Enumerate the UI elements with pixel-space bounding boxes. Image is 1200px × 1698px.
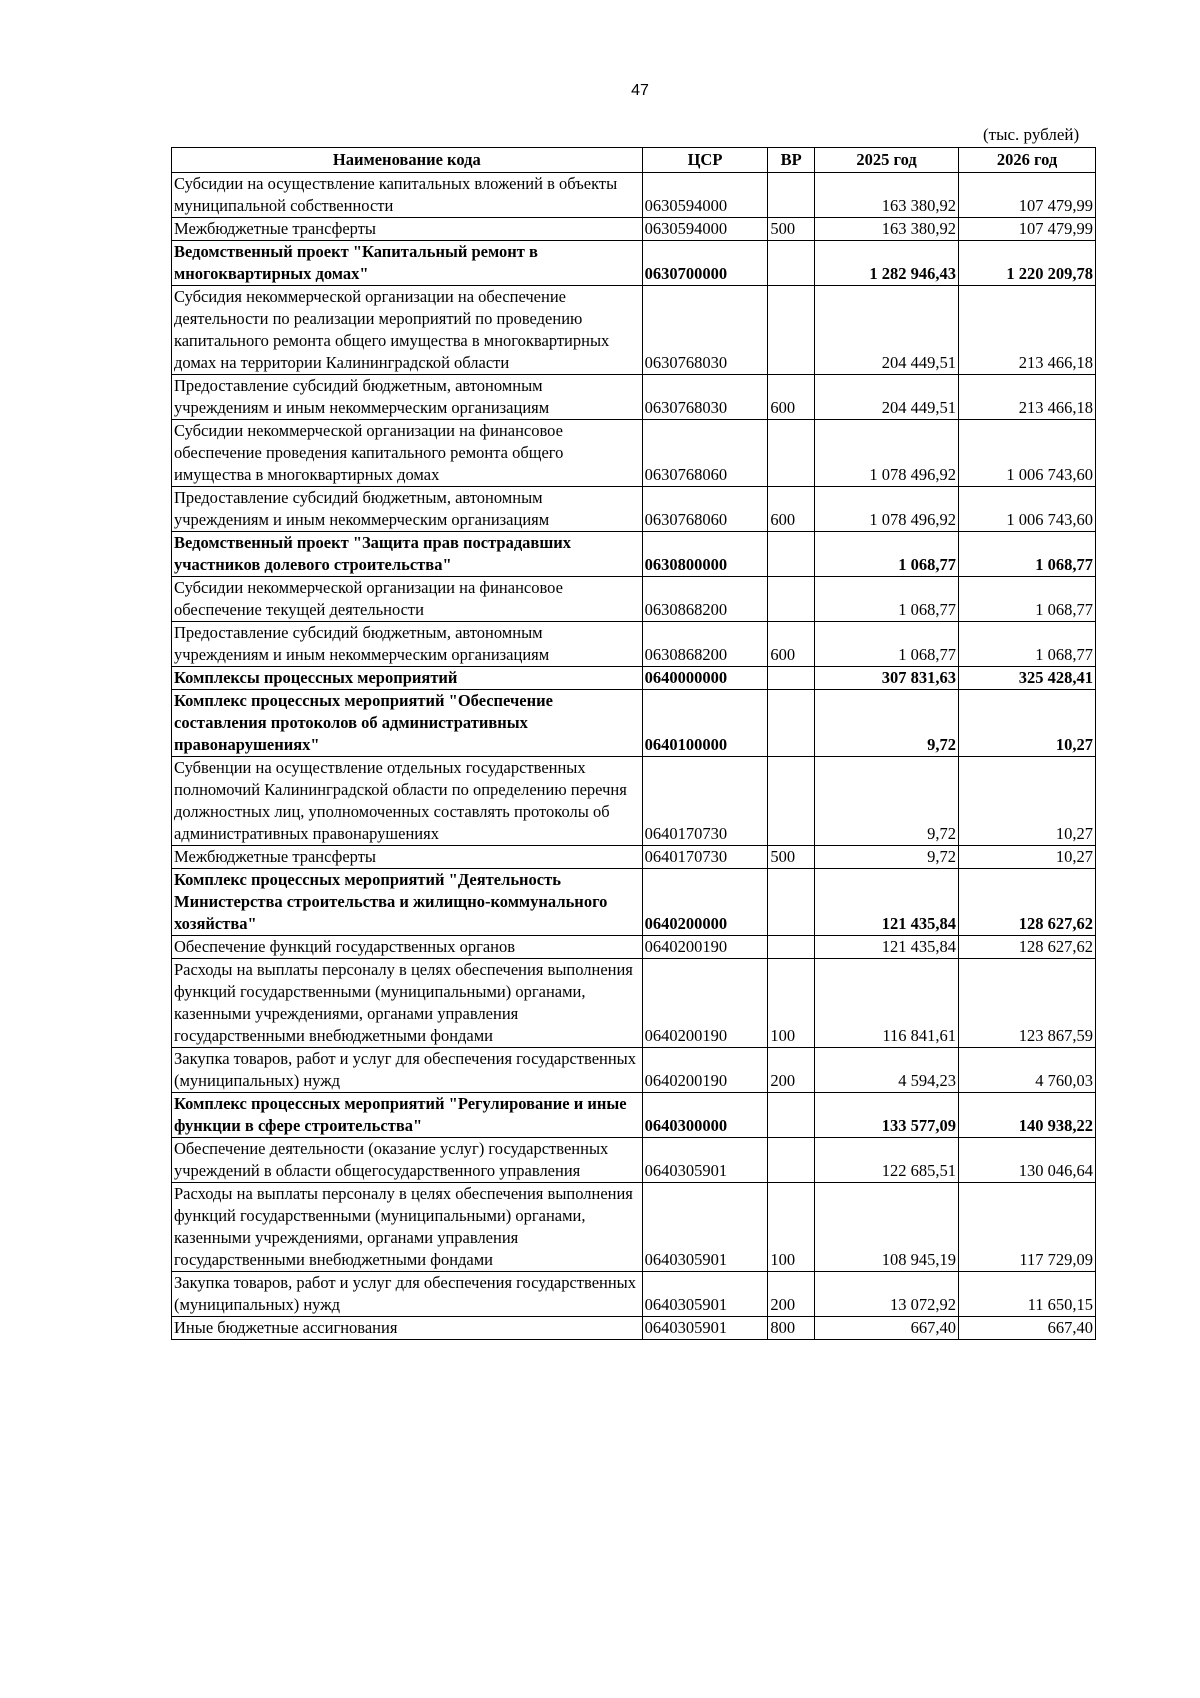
row-csr-cell: 0630768060 bbox=[642, 487, 768, 532]
table-row bbox=[172, 577, 1096, 622]
row-vr-cell bbox=[768, 420, 815, 487]
row-name-cell: Ведомственный проект "Защита прав пострадавших участников долевого строительства" bbox=[172, 532, 643, 577]
row-2025-cell: 13 072,92 bbox=[815, 1272, 959, 1317]
row-vr-cell bbox=[768, 936, 815, 959]
row-name-cell: Обеспечение деятельности (оказание услуг) государственных учреждений в области общегосударственного управления bbox=[172, 1138, 643, 1183]
row-2026-cell: 10,27 bbox=[959, 757, 1096, 846]
row-2026-cell: 1 068,77 bbox=[959, 577, 1096, 622]
row-2026-cell: 1 006 743,60 bbox=[959, 487, 1096, 532]
row-name-cell: Субсидии на осуществление капитальных вложений в объекты муниципальной собственности bbox=[172, 173, 643, 218]
table-row bbox=[172, 532, 1096, 577]
row-vr-cell bbox=[768, 286, 815, 375]
table-row bbox=[172, 487, 1096, 532]
row-name-cell: Иные бюджетные ассигнования bbox=[172, 1317, 643, 1340]
row-name-cell: Обеспечение функций государственных органов bbox=[172, 936, 643, 959]
table-row bbox=[172, 1272, 1096, 1317]
table-row bbox=[172, 286, 1096, 375]
row-2025-cell: 116 841,61 bbox=[815, 959, 959, 1048]
row-name-cell: Комплекс процессных мероприятий "Деятельность Министерства строительства и жилищно-коммунального хозяйства" bbox=[172, 869, 643, 936]
row-2025-cell: 122 685,51 bbox=[815, 1138, 959, 1183]
row-vr-cell: 200 bbox=[768, 1048, 815, 1093]
row-2026-cell: 1 068,77 bbox=[959, 532, 1096, 577]
row-name-cell: Комплексы процессных мероприятий bbox=[172, 667, 643, 690]
row-csr-cell: 0630800000 bbox=[642, 532, 768, 577]
row-name-cell: Субсидия некоммерческой организации на обеспечение деятельности по реализации мероприятий по проведению капитального ремонта общего имущества в многоквартирных домах на территории Калининградской области bbox=[172, 286, 643, 375]
row-vr-cell bbox=[768, 757, 815, 846]
row-csr-cell: 0630868200 bbox=[642, 577, 768, 622]
row-vr-cell bbox=[768, 241, 815, 286]
row-2025-cell: 9,72 bbox=[815, 846, 959, 869]
row-2025-cell: 204 449,51 bbox=[815, 375, 959, 420]
row-vr-cell: 800 bbox=[768, 1317, 815, 1340]
row-vr-cell: 500 bbox=[768, 846, 815, 869]
row-csr-cell: 0640200000 bbox=[642, 869, 768, 936]
row-name-cell: Субвенции на осуществление отдельных государственных полномочий Калининградской области по определению перечня должностных лиц, уполномоченных составлять протоколы об административных правонарушениях bbox=[172, 757, 643, 846]
row-name-cell: Межбюджетные трансферты bbox=[172, 846, 643, 869]
row-2025-cell: 9,72 bbox=[815, 690, 959, 757]
table-row bbox=[172, 241, 1096, 286]
row-vr-cell bbox=[768, 667, 815, 690]
row-2025-cell: 133 577,09 bbox=[815, 1093, 959, 1138]
row-name-cell: Закупка товаров, работ и услуг для обеспечения государственных (муниципальных) нужд bbox=[172, 1272, 643, 1317]
row-csr-cell: 0640200190 bbox=[642, 959, 768, 1048]
header-name: Наименование кода bbox=[172, 148, 643, 173]
row-2026-cell: 128 627,62 bbox=[959, 936, 1096, 959]
table-row bbox=[172, 1048, 1096, 1093]
row-vr-cell bbox=[768, 1093, 815, 1138]
row-csr-cell: 0640000000 bbox=[642, 667, 768, 690]
row-2026-cell: 10,27 bbox=[959, 690, 1096, 757]
row-2026-cell: 213 466,18 bbox=[959, 286, 1096, 375]
row-name-cell: Комплекс процессных мероприятий "Обеспечение составления протоколов об административных правонарушениях" bbox=[172, 690, 643, 757]
row-vr-cell bbox=[768, 173, 815, 218]
budget-table bbox=[171, 147, 1096, 1340]
row-csr-cell: 0630768030 bbox=[642, 286, 768, 375]
row-2025-cell: 1 078 496,92 bbox=[815, 420, 959, 487]
row-name-cell: Межбюджетные трансферты bbox=[172, 218, 643, 241]
row-csr-cell: 0630768030 bbox=[642, 375, 768, 420]
row-name-cell: Субсидии некоммерческой организации на финансовое обеспечение текущей деятельности bbox=[172, 577, 643, 622]
row-2026-cell: 1 220 209,78 bbox=[959, 241, 1096, 286]
row-2025-cell: 667,40 bbox=[815, 1317, 959, 1340]
page-number: 47 bbox=[631, 82, 649, 99]
table-row bbox=[172, 375, 1096, 420]
row-name-cell: Расходы на выплаты персоналу в целях обеспечения выполнения функций государственными (муниципальными) органами, казенными учреждениями, органами управления государственными внебюджетными фондами bbox=[172, 959, 643, 1048]
table-header-row bbox=[172, 148, 1096, 173]
row-csr-cell: 0640170730 bbox=[642, 846, 768, 869]
row-vr-cell bbox=[768, 577, 815, 622]
row-csr-cell: 0630594000 bbox=[642, 218, 768, 241]
row-2025-cell: 163 380,92 bbox=[815, 173, 959, 218]
table-row bbox=[172, 869, 1096, 936]
row-csr-cell: 0630594000 bbox=[642, 173, 768, 218]
row-vr-cell: 600 bbox=[768, 487, 815, 532]
table-row bbox=[172, 1183, 1096, 1272]
row-2026-cell: 325 428,41 bbox=[959, 667, 1096, 690]
row-2026-cell: 213 466,18 bbox=[959, 375, 1096, 420]
row-csr-cell: 0640305901 bbox=[642, 1183, 768, 1272]
table-row bbox=[172, 690, 1096, 757]
row-vr-cell: 500 bbox=[768, 218, 815, 241]
row-2026-cell: 123 867,59 bbox=[959, 959, 1096, 1048]
units-note: (тыс. рублей) bbox=[983, 125, 1080, 144]
header-vr: ВР bbox=[768, 148, 815, 173]
row-vr-cell: 600 bbox=[768, 375, 815, 420]
row-2026-cell: 107 479,99 bbox=[959, 218, 1096, 241]
row-csr-cell: 0630868200 bbox=[642, 622, 768, 667]
row-vr-cell bbox=[768, 532, 815, 577]
row-2026-cell: 10,27 bbox=[959, 846, 1096, 869]
row-vr-cell: 100 bbox=[768, 959, 815, 1048]
row-vr-cell: 200 bbox=[768, 1272, 815, 1317]
row-name-cell: Предоставление субсидий бюджетным, автономным учреждениям и иным некоммерческим организациям bbox=[172, 375, 643, 420]
row-2025-cell: 108 945,19 bbox=[815, 1183, 959, 1272]
row-2025-cell: 1 078 496,92 bbox=[815, 487, 959, 532]
row-2026-cell: 11 650,15 bbox=[959, 1272, 1096, 1317]
row-2025-cell: 121 435,84 bbox=[815, 869, 959, 936]
row-vr-cell: 600 bbox=[768, 622, 815, 667]
table-row bbox=[172, 420, 1096, 487]
row-name-cell: Субсидии некоммерческой организации на финансовое обеспечение проведения капитального ремонта общего имущества в многоквартирных домах bbox=[172, 420, 643, 487]
row-2025-cell: 307 831,63 bbox=[815, 667, 959, 690]
row-name-cell: Закупка товаров, работ и услуг для обеспечения государственных (муниципальных) нужд bbox=[172, 1048, 643, 1093]
table-row bbox=[172, 1138, 1096, 1183]
row-2026-cell: 4 760,03 bbox=[959, 1048, 1096, 1093]
row-2025-cell: 1 068,77 bbox=[815, 577, 959, 622]
row-name-cell: Предоставление субсидий бюджетным, автономным учреждениям и иным некоммерческим организациям bbox=[172, 622, 643, 667]
table-row bbox=[172, 757, 1096, 846]
row-2026-cell: 130 046,64 bbox=[959, 1138, 1096, 1183]
header-2026: 2026 год bbox=[959, 148, 1096, 173]
row-name-cell: Предоставление субсидий бюджетным, автономным учреждениям и иным некоммерческим организациям bbox=[172, 487, 643, 532]
row-csr-cell: 0640200190 bbox=[642, 1048, 768, 1093]
row-vr-cell bbox=[768, 869, 815, 936]
table-row bbox=[172, 1093, 1096, 1138]
row-name-cell: Ведомственный проект "Капитальный ремонт в многоквартирных домах" bbox=[172, 241, 643, 286]
row-2025-cell: 1 068,77 bbox=[815, 532, 959, 577]
table-row bbox=[172, 173, 1096, 218]
row-csr-cell: 0640305901 bbox=[642, 1272, 768, 1317]
row-csr-cell: 0640170730 bbox=[642, 757, 768, 846]
row-2025-cell: 1 068,77 bbox=[815, 622, 959, 667]
row-2025-cell: 121 435,84 bbox=[815, 936, 959, 959]
row-2025-cell: 204 449,51 bbox=[815, 286, 959, 375]
row-name-cell: Расходы на выплаты персоналу в целях обеспечения выполнения функций государственными (муниципальными) органами, казенными учреждениями, органами управления государственными внебюджетными фондами bbox=[172, 1183, 643, 1272]
table-body bbox=[172, 173, 1096, 1340]
row-vr-cell bbox=[768, 1138, 815, 1183]
row-csr-cell: 0640305901 bbox=[642, 1138, 768, 1183]
row-2026-cell: 128 627,62 bbox=[959, 869, 1096, 936]
row-2026-cell: 667,40 bbox=[959, 1317, 1096, 1340]
row-csr-cell: 0640300000 bbox=[642, 1093, 768, 1138]
row-2026-cell: 140 938,22 bbox=[959, 1093, 1096, 1138]
row-2025-cell: 9,72 bbox=[815, 757, 959, 846]
row-csr-cell: 0640200190 bbox=[642, 936, 768, 959]
table-row bbox=[172, 667, 1096, 690]
header-2025: 2025 год bbox=[815, 148, 959, 173]
row-vr-cell bbox=[768, 690, 815, 757]
table-row bbox=[172, 1317, 1096, 1340]
row-2025-cell: 1 282 946,43 bbox=[815, 241, 959, 286]
row-2025-cell: 4 594,23 bbox=[815, 1048, 959, 1093]
row-2026-cell: 117 729,09 bbox=[959, 1183, 1096, 1272]
row-csr-cell: 0640100000 bbox=[642, 690, 768, 757]
table-row bbox=[172, 959, 1096, 1048]
row-csr-cell: 0630700000 bbox=[642, 241, 768, 286]
row-csr-cell: 0630768060 bbox=[642, 420, 768, 487]
row-name-cell: Комплекс процессных мероприятий "Регулирование и иные функции в сфере строительства" bbox=[172, 1093, 643, 1138]
row-2026-cell: 1 068,77 bbox=[959, 622, 1096, 667]
row-2025-cell: 163 380,92 bbox=[815, 218, 959, 241]
header-csr: ЦСР bbox=[642, 148, 768, 173]
table-row bbox=[172, 936, 1096, 959]
table-row bbox=[172, 218, 1096, 241]
row-2026-cell: 1 006 743,60 bbox=[959, 420, 1096, 487]
table-row bbox=[172, 622, 1096, 667]
row-csr-cell: 0640305901 bbox=[642, 1317, 768, 1340]
table-row bbox=[172, 846, 1096, 869]
row-vr-cell: 100 bbox=[768, 1183, 815, 1272]
row-2026-cell: 107 479,99 bbox=[959, 173, 1096, 218]
